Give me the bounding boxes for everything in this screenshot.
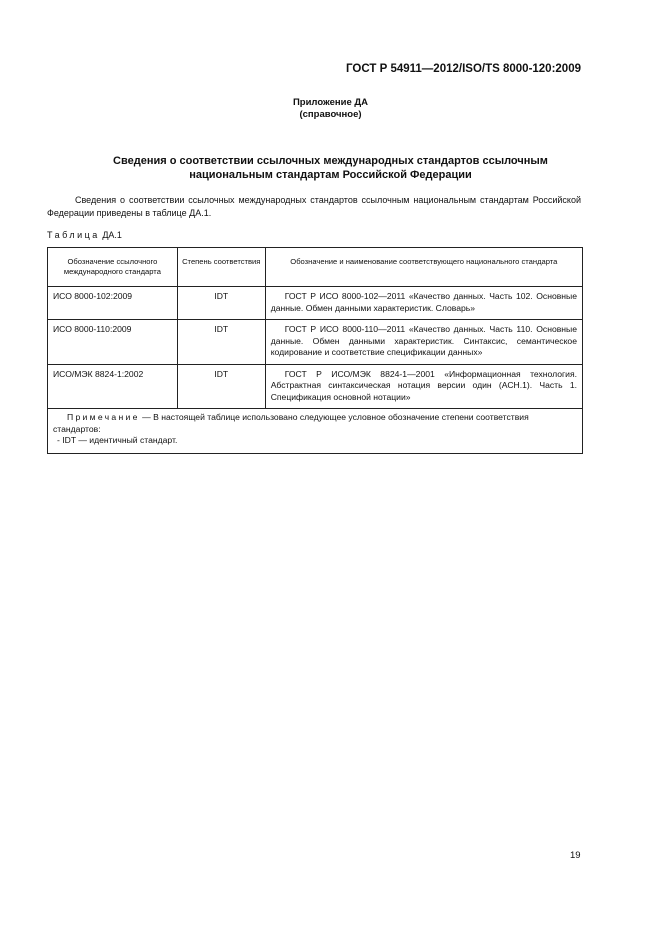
annex-heading (0, 97, 661, 121)
section-title-line2: национальным стандартам Российской Федерации (189, 169, 472, 181)
table-header-row (48, 248, 583, 287)
cell-degree: IDT (177, 287, 265, 320)
note-text: — В настоящей таблице использовано следующее условное обозначение степени соответствия стандартов: (53, 412, 529, 434)
cell-national-standard: ГОСТ Р ИСО 8000-110—2011 «Качество данных. Часть 110. Основные данные. Обмен данными характеристик. Синтаксис, семантическое кодирование и соответствие спецификации данных» (265, 320, 582, 365)
note-item: - IDT — идентичный стандарт. (57, 435, 178, 445)
cell-national-standard: ГОСТ Р ИСО/МЭК 8824-1—2001 «Информационная технология. Абстрактная синтаксическая нотация версии один (АСН.1). Часть 1. Спецификация основной нотации» (265, 364, 582, 409)
table-note-row (48, 409, 583, 454)
intro-paragraph: Сведения о соответствии ссылочных международных стандартов ссылочным национальным стандартам Российской Федерации приведены в таблице ДА.1. (47, 195, 581, 218)
cell-degree: IDT (177, 320, 265, 365)
page-number: 19 (570, 850, 581, 861)
correspondence-table (47, 247, 583, 454)
table-caption-word: Таблица (47, 230, 100, 240)
header-intl-standard: Обозначение ссылочного международного стандарта (48, 248, 178, 287)
table-row (48, 287, 583, 320)
table-caption-id: ДА.1 (102, 230, 122, 240)
cell-intl-standard: ИСО 8000-110:2009 (48, 320, 178, 365)
header-degree: Степень соответствия (177, 248, 265, 287)
section-title (60, 154, 601, 182)
cell-intl-standard: ИСО 8000-102:2009 (48, 287, 178, 320)
annex-status: (справочное) (299, 109, 362, 120)
table-row (48, 320, 583, 365)
cell-national-standard: ГОСТ Р ИСО 8000-102—2011 «Качество данных. Часть 102. Основные данные. Обмен данными характеристик. Словарь» (265, 287, 582, 320)
note-label: Примечание (67, 412, 140, 422)
table-caption (47, 230, 122, 240)
cell-intl-standard: ИСО/МЭК 8824-1:2002 (48, 364, 178, 409)
table-note (48, 409, 583, 454)
note-text-block (53, 412, 577, 435)
document-code-header: ГОСТ Р 54911—2012/ISO/TS 8000-120:2009 (346, 63, 581, 75)
header-national-standard: Обозначение и наименование соответствующего национального стандарта (265, 248, 582, 287)
cell-degree: IDT (177, 364, 265, 409)
section-title-line1: Сведения о соответствии ссылочных международных стандартов ссылочным (113, 155, 548, 167)
annex-title: Приложение ДА (292, 97, 369, 108)
table-row (48, 364, 583, 409)
